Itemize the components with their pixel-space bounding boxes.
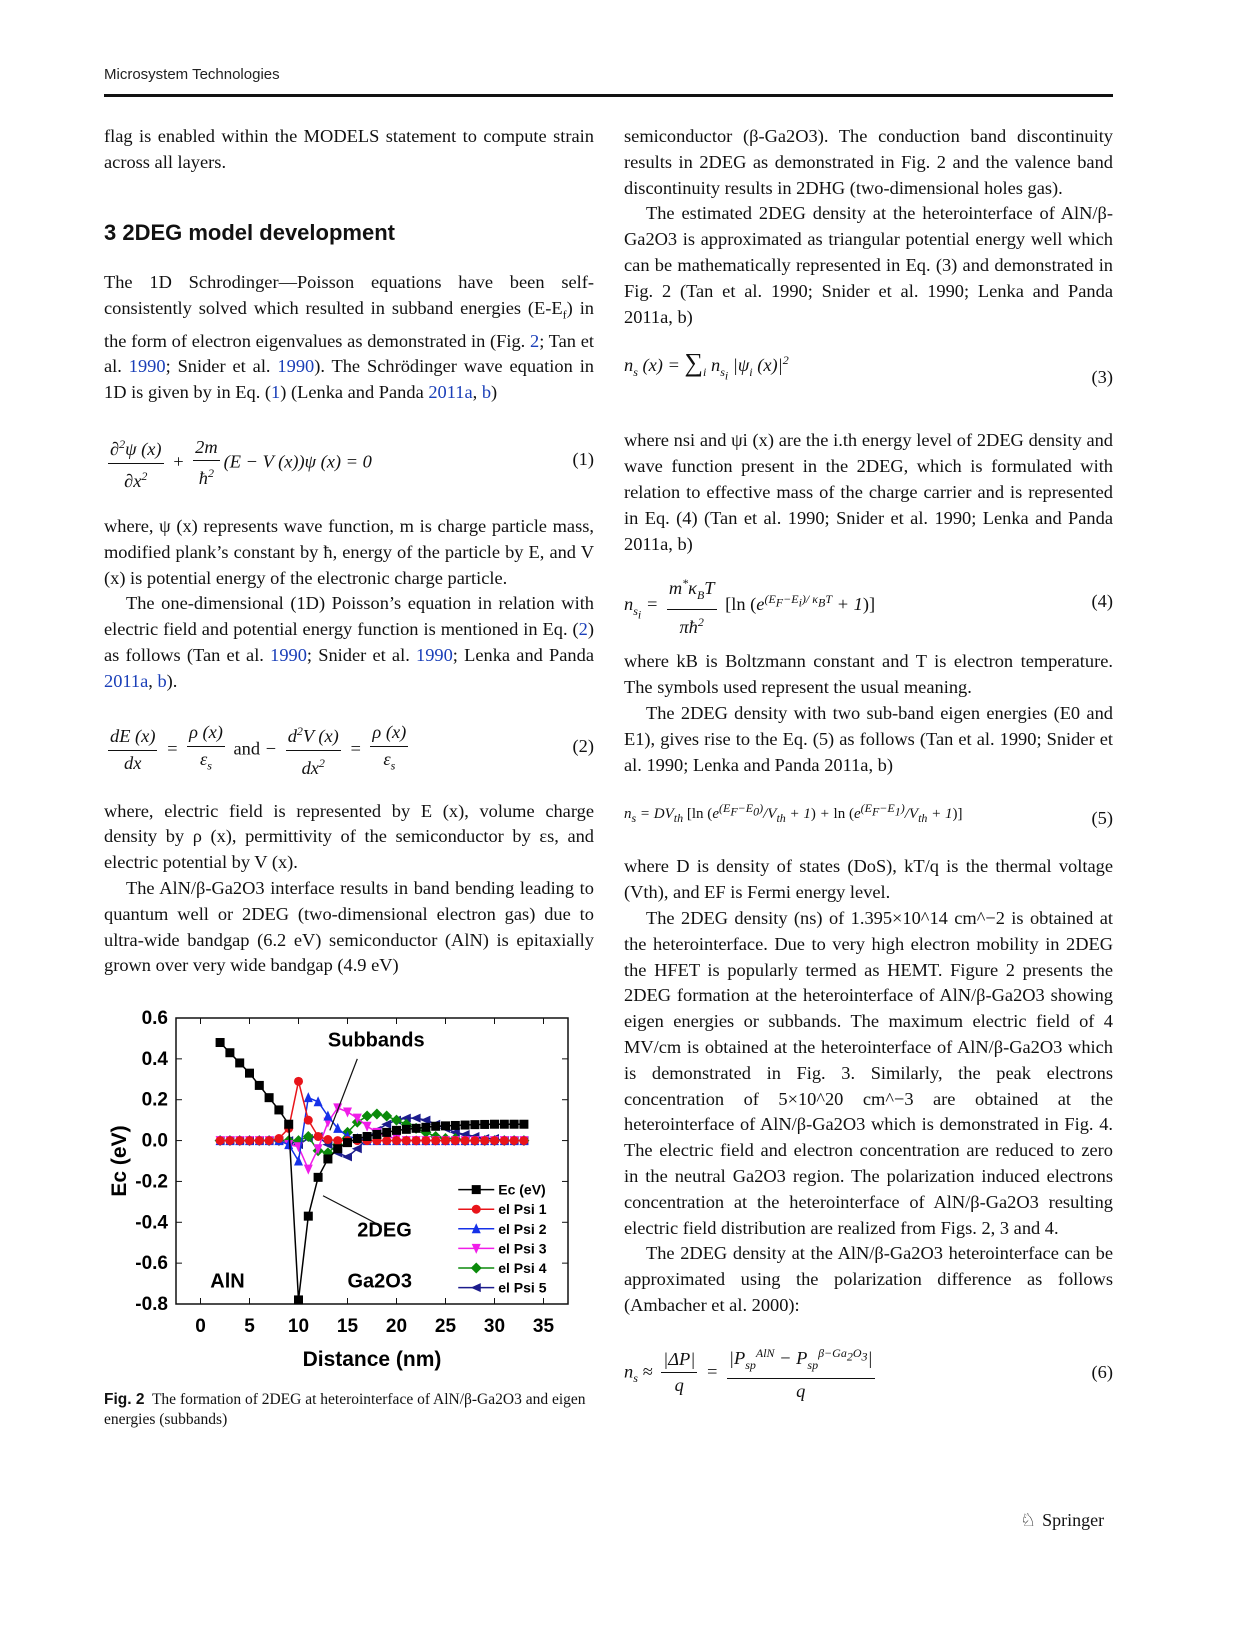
data-point	[333, 1144, 342, 1153]
paragraph: The 2DEG density with two sub-band eigen energies (E0 and E1), gives rise to the Eq. (5) as follows (Tan et al. 1990; Snider et al. 1990; Lenka and Panda 2011a, b)	[624, 702, 1113, 775]
data-point	[412, 1136, 421, 1145]
publisher-logo: ♘ Springer	[1020, 1510, 1105, 1530]
data-point	[294, 1295, 303, 1304]
data-point	[519, 1136, 528, 1145]
data-point	[255, 1081, 264, 1090]
x-tick-label: 35	[532, 1316, 555, 1337]
data-point	[480, 1136, 489, 1145]
equation-3: $n_s$ $(x) = \sum_i$ $n_{s_i}$ $|\psi_i$ $(x)|^2$ (3)	[624, 348, 1113, 408]
data-point	[314, 1096, 323, 1106]
y-tick-label: 0.0	[141, 1130, 168, 1152]
equation-number: (6)	[1091, 1361, 1113, 1382]
equation-5: $n_s = DV_{th}$ [ln $(e^{(E_F-E_0)}/V_{th} + 1) + \ln (e^{(E_F-E_1)}/V_{th} + 1)$] (5)	[624, 796, 1113, 842]
citation-link[interactable]: b	[481, 382, 492, 403]
citation-link[interactable]: 1990	[277, 356, 315, 377]
data-point	[411, 1114, 421, 1123]
citation-link[interactable]: 1990	[416, 645, 453, 666]
data-point	[519, 1120, 528, 1129]
legend-label: el Psi 1	[498, 1201, 547, 1218]
data-point	[225, 1048, 234, 1057]
data-point	[294, 1077, 303, 1086]
data-point	[470, 1136, 479, 1145]
annotation-arrow	[323, 1196, 382, 1227]
paragraph: The 2DEG density (ns) of 1.395×10^14 cm^−2 is obtained at the heterointerface. Due to very high electron mobility in 2DEG the HFET is popularly termed as HEMT. Figure 2 presents the 2DEG formation at the heterointerface of AlN/β-Ga2O3 showing eigen energies or subbands. The maximum electric field of 4 MV/cm is obtained at the heterointerface of AlN/β-Ga2O3 which is demonstrated in Fig. 3. Similarly, the peak electrons concentration of 5×10^20 cm^−3 are obtained at the heterointerface of AlN/β-Ga2O3 which is demonstrated in Fig. 4. The electric field and electron concentration are reduced to zero in the neutral Ga2O3 region. The polarization induced electrons concentration at the heterointerface of AlN/β-Ga2O3 resulting electric field distribution are realized from Figs. 2, 3 and 4.	[624, 907, 1113, 1238]
equation-number: (2)	[572, 735, 594, 756]
legend-label: el Psi 5	[498, 1279, 547, 1296]
data-point	[343, 1107, 352, 1117]
citation-link[interactable]: 1990	[270, 645, 307, 666]
data-point	[490, 1136, 499, 1145]
equation-1: $\frac{\partial^2\psi (x)}{\partial x^2}$ + $\frac{2m}{ħ^2}$ (E − V (x))ψ (x) = 0 (1)	[104, 432, 594, 488]
y-tick-label: -0.4	[135, 1212, 168, 1234]
legend-marker	[471, 1283, 481, 1292]
equation-number: (3)	[1091, 367, 1113, 388]
legend-label: el Psi 2	[498, 1220, 547, 1237]
equation-4: $n_{s_i}$ = $\frac{m^*\kappa_BT}{\pi ħ^2}$ [ln $(e^{(E_F-E_i)/ \kappa_BT} + 1)$] (4)	[624, 571, 1113, 633]
x-axis-label: Distance (nm)	[302, 1348, 442, 1371]
y-tick-label: -0.2	[135, 1171, 168, 1193]
paragraph: flag is enabled within the MODELS statement to compute strain across all layers.	[104, 126, 594, 172]
data-point	[500, 1120, 509, 1129]
legend-label: el Psi 4	[498, 1260, 547, 1276]
y-tick-label: 0.6	[141, 1010, 168, 1029]
data-point	[500, 1136, 509, 1145]
data-point	[323, 1135, 332, 1144]
data-point	[284, 1120, 293, 1129]
data-point	[353, 1134, 362, 1143]
equation-number: (4)	[1091, 591, 1113, 612]
data-point	[265, 1093, 274, 1102]
data-point	[510, 1136, 519, 1145]
annotation-label: 2DEG	[357, 1219, 412, 1242]
equation-number: (5)	[1091, 808, 1113, 829]
data-point	[441, 1121, 450, 1130]
data-point	[371, 1109, 382, 1120]
series-line	[220, 1081, 524, 1140]
data-point	[245, 1136, 254, 1145]
y-tick-label: 0.2	[141, 1089, 168, 1111]
data-point	[274, 1134, 283, 1143]
data-point	[304, 1092, 313, 1102]
paragraph: where nsi and ψi (x) are the i.th energy level of 2DEG density and wave function present in the 2DEG, which is formulated with relation to effective mass of the charge carrier and is represented in Eq. (4) (Tan et al. 1990; Snider et al. 1990; Lenka and Panda 2011a, b)	[624, 430, 1113, 554]
data-point	[451, 1121, 460, 1130]
equation-6: $n_s$ ≈ $\frac{|\Delta P|}{q}$ = $\frac{|P_{sp}^{AlN} - P_{sp}^{\beta-Ga_2O_3}|}{q}$ (6)	[624, 1341, 1113, 1405]
paragraph: where, electric field is represented by E (x), volume charge density by ρ (x), permittivity of the semiconductor by εs, and electric potential by V (x).	[104, 800, 594, 873]
legend-marker	[471, 1263, 482, 1274]
annotation-arrow	[330, 1059, 357, 1131]
data-point	[392, 1136, 401, 1145]
equation-2: $\frac{dE (x)}{dx}$ = $\frac{\rho (x)}{\varepsilon_s}$ and − $\frac{d^2V (x)}{dx^2}$ = $\frac{\rho (x)}{\varepsilon_s}$ (2)	[104, 719, 594, 775]
annotation-label: Ga2O3	[347, 1270, 412, 1293]
x-tick-label: 30	[483, 1316, 506, 1337]
x-tick-label: 15	[336, 1316, 359, 1337]
section-title: 3 2DEG model development	[104, 219, 395, 245]
x-tick-label: 10	[287, 1316, 310, 1337]
x-tick-label: 5	[244, 1316, 255, 1337]
data-point	[402, 1136, 411, 1145]
paragraph: The 2DEG density at the AlN/β-Ga2O3 heterointerface can be approximated using the polarization difference as follows (Ambacher et al. 2000):	[624, 1243, 1113, 1315]
data-point	[431, 1122, 440, 1131]
y-tick-label: -0.6	[135, 1253, 168, 1275]
paragraph: The 1D Schrodinger—Poisson equations have been self-consistently solved which resulted in subband energies $(E-E_f)$ in the form of electron eigenvalues as demonstrated in (Fig. 2; Tan et al. 1990; Snider et al. 1990). The Schrödinger wave equation in 1D is given by in Eq. (1) (Lenka and Panda 2011a, b)	[104, 272, 594, 403]
data-point	[216, 1136, 225, 1145]
data-point	[342, 1152, 352, 1161]
legend-label: el Psi 3	[498, 1240, 547, 1257]
paragraph: where, ψ (x) represents wave function, m is charge particle mass, modified plank’s constant by ħ, energy of the particle by E, and V (x) is potential energy of the electronic charge particle.	[104, 516, 594, 588]
data-point	[225, 1136, 234, 1145]
y-tick-label: 0.4	[141, 1048, 168, 1070]
data-point	[441, 1136, 450, 1145]
paragraph: The AlN/β-Ga2O3 interface results in band bending leading to quantum well or 2DEG (two-dimensional electron gas) due to ultra-wide bandgap (6.2 eV) semiconductor (AlN) is epitaxially grown over very wide bandgap (4.9 eV)	[104, 878, 594, 976]
data-point	[363, 1122, 372, 1132]
data-point	[235, 1058, 244, 1067]
equation-number: (1)	[572, 449, 594, 470]
data-point	[461, 1121, 470, 1130]
paragraph: The one-dimensional (1D) Poisson’s equation in relation with electric field and potential energy function is mentioned in Eq. (2) as follows (Tan et al. 1990; Snider et al. 1990; Lenka and Panda 2011a, b).	[104, 593, 594, 691]
data-point	[381, 1111, 392, 1122]
annotation-label: Subbands	[327, 1029, 425, 1052]
data-point	[431, 1136, 440, 1145]
data-point	[412, 1124, 421, 1133]
data-point	[314, 1173, 323, 1182]
x-tick-label: 0	[195, 1316, 206, 1337]
data-point	[480, 1120, 489, 1129]
data-point	[216, 1038, 225, 1047]
data-point	[402, 1125, 411, 1134]
paragraph: semiconductor (β-Ga2O3). The conduction band discontinuity results in 2DEG as demonstrated in Fig. 2 and the valence band discontinuity results in 2DHG (two-dimensional holes gas).	[624, 126, 1113, 198]
equation-link[interactable]: 2	[578, 619, 588, 640]
data-point	[245, 1069, 254, 1078]
citation-link[interactable]: 2011a	[428, 382, 473, 403]
springer-horse-icon: ♘	[1020, 1510, 1037, 1530]
data-point	[314, 1132, 323, 1141]
legend-marker	[472, 1185, 481, 1194]
data-point	[304, 1212, 313, 1221]
data-point	[323, 1154, 332, 1163]
data-point	[255, 1136, 264, 1145]
paragraph: where kB is Boltzmann constant and T is electron temperature. The symbols used represent the usual meaning.	[624, 651, 1113, 698]
data-point	[362, 1111, 373, 1122]
data-point	[304, 1116, 313, 1125]
data-point	[382, 1128, 391, 1137]
data-point	[304, 1165, 313, 1175]
annotation-label: AlN	[210, 1270, 245, 1293]
header-rule	[104, 94, 1113, 97]
legend-label: Ec (eV)	[498, 1181, 546, 1198]
right-column	[624, 124, 1113, 1405]
legend-marker	[472, 1205, 481, 1214]
paragraph: where D is density of states (DoS), kT/q is the thermal voltage (Vth), and EF is Fermi energy level.	[624, 856, 1113, 903]
figure-2-chart	[104, 1010, 594, 1380]
data-point	[451, 1136, 460, 1145]
y-tick-label: -0.8	[135, 1294, 168, 1315]
equation-link[interactable]: 1	[271, 382, 281, 403]
x-tick-label: 20	[385, 1316, 408, 1337]
data-point	[382, 1136, 391, 1145]
data-point	[274, 1105, 283, 1114]
data-point	[510, 1120, 519, 1129]
data-point	[461, 1136, 470, 1145]
data-point	[372, 1130, 381, 1139]
figure-link[interactable]: 2	[529, 330, 540, 351]
series-line	[220, 1043, 524, 1300]
data-point	[392, 1126, 401, 1135]
data-point	[333, 1136, 342, 1145]
data-point	[421, 1136, 430, 1145]
x-tick-label: 25	[434, 1316, 457, 1337]
data-point	[265, 1136, 274, 1145]
data-point	[490, 1120, 499, 1129]
citation-link[interactable]: 2011a	[104, 670, 149, 691]
data-point	[470, 1120, 479, 1129]
data-point	[363, 1132, 372, 1141]
citation-link[interactable]: 1990	[128, 356, 166, 377]
citation-link[interactable]: b	[157, 670, 167, 691]
left-column	[104, 124, 594, 979]
running-header: Microsystem Technologies	[104, 66, 280, 83]
data-point	[235, 1136, 244, 1145]
paragraph: The estimated 2DEG density at the heterointerface of AlN/β-Ga2O3 is approximated as triangular potential energy well which can be mathematically represented in Eq. (3) and demonstrated in Fig. 2 (Tan et al. 1990; Snider et al. 1990; Lenka and Panda 2011a, b)	[624, 203, 1113, 327]
y-axis-label: Ec (eV)	[108, 1125, 131, 1197]
data-point	[421, 1123, 430, 1132]
data-point	[343, 1138, 352, 1147]
figure-caption: Fig. 2 The formation of 2DEG at heterointerface of AlN/β-Ga2O3 and eigen energies (subbands)	[104, 1391, 586, 1428]
